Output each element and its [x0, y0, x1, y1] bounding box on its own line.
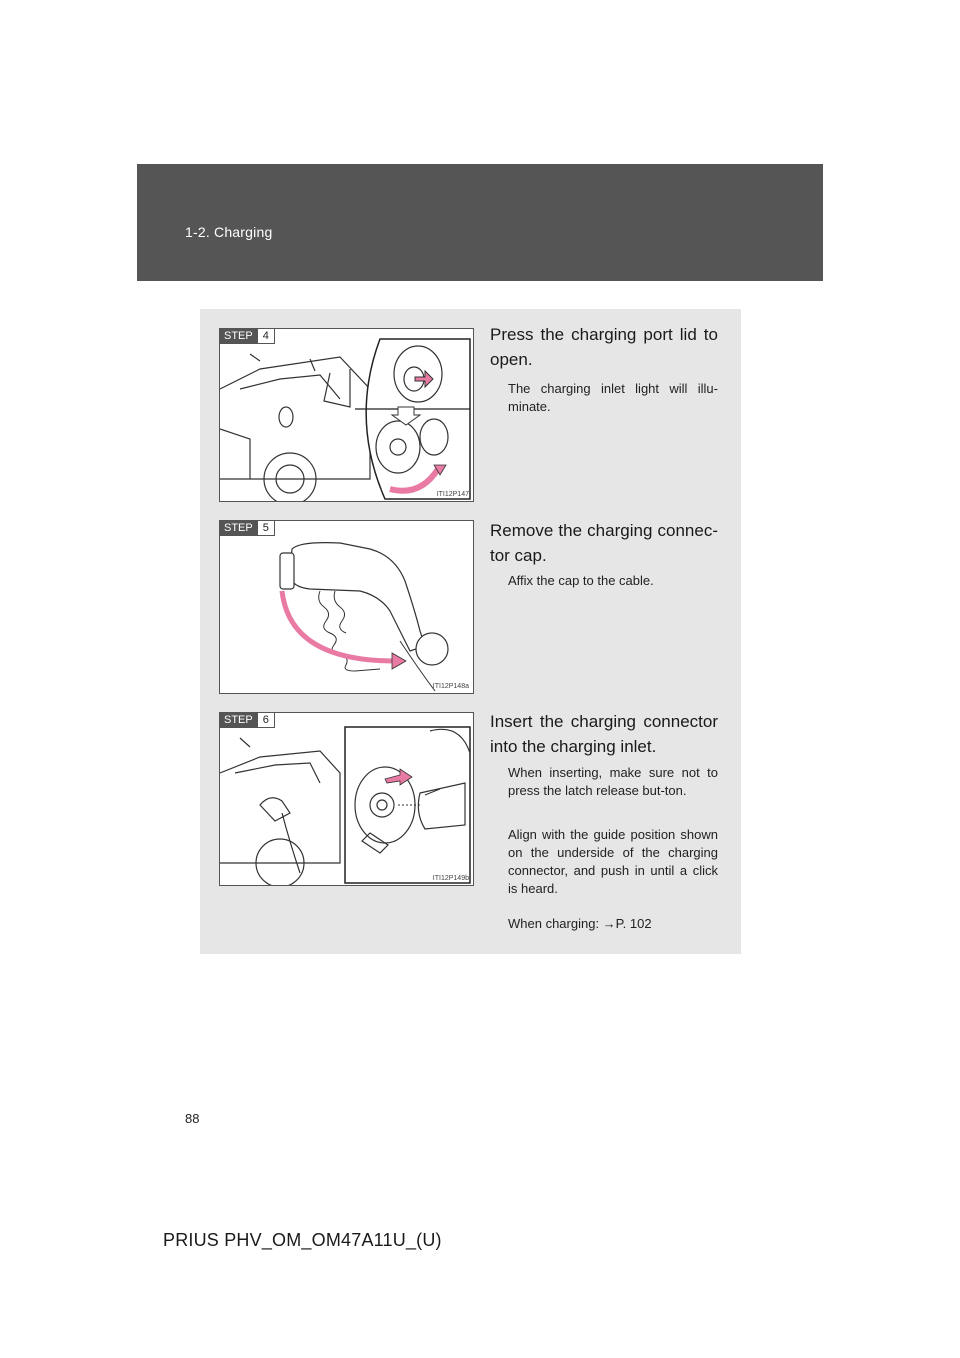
step-4-badge: STEP 4 — [220, 329, 275, 344]
step-6-heading: Insert the charging connector into the charging inlet. — [490, 712, 718, 756]
car-connector-insertion-drawing — [220, 713, 474, 886]
page-number: 88 — [185, 1111, 200, 1126]
step-5-badge: STEP 5 — [220, 521, 275, 536]
step-6-note-align: Align with the guide position shown on the underside of the charging connector, and push in until a click is heard. — [508, 827, 718, 896]
step-6-badge: STEP 6 — [220, 713, 275, 728]
step-4-heading: Press the charging port lid to open. — [490, 325, 718, 369]
step-4-illustration — [219, 328, 474, 502]
figure-code: ITI12P148a — [432, 683, 469, 690]
figure-code: ITI12P149b — [432, 875, 469, 882]
step-5-note: Affix the cap to the cable. — [508, 573, 654, 588]
step-4-note: The charging inlet light will illu-minate. — [508, 381, 718, 414]
step-6-note-reference: When charging: →P. 102 — [508, 916, 652, 931]
car-charging-port-lid-drawing — [220, 329, 474, 502]
charging-connector-cap-drawing — [220, 521, 474, 694]
step-6-note-latch: When inserting, make sure not to press the latch release but-ton. — [508, 765, 718, 798]
header-band — [137, 164, 823, 281]
step-5-heading: Remove the charging connec-tor cap. — [490, 521, 718, 565]
document-code: PRIUS PHV_OM_OM47A11U_(U) — [163, 1230, 442, 1250]
step-6-illustration — [219, 712, 474, 886]
step-5-illustration — [219, 520, 474, 694]
section-title: 1-2. Charging — [185, 224, 273, 240]
figure-code: ITI12P147 — [436, 491, 469, 498]
